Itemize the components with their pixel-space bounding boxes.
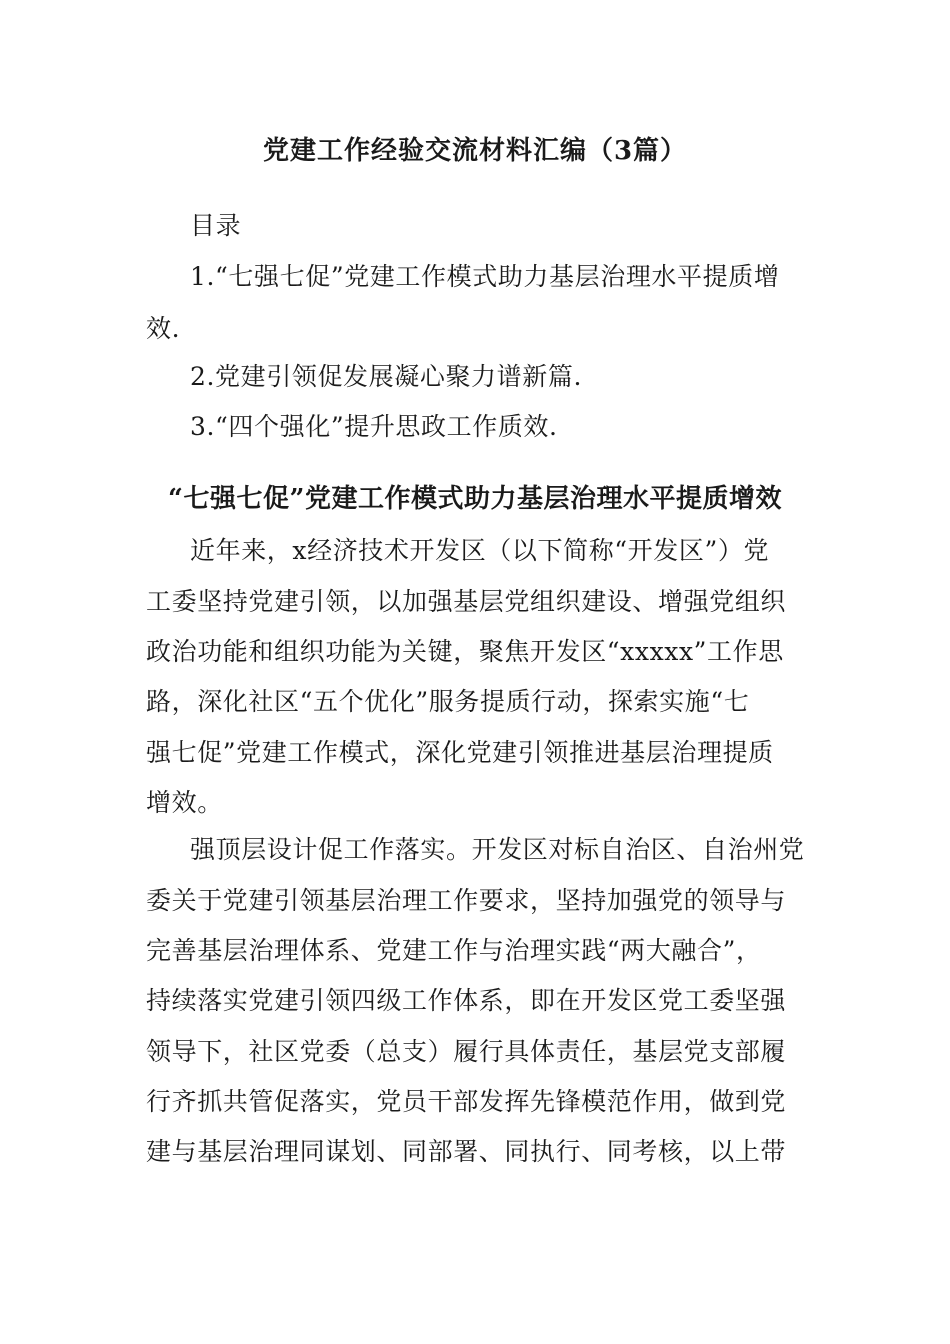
toc-heading: 目录 (190, 211, 242, 240)
paragraph-1-line: 政治功能和组织功能为关键，聚焦开发区“xxxxx”工作思 (146, 637, 784, 666)
toc-item-1-continued: 效. (146, 314, 181, 343)
paragraph-1-line: 路，深化社区“五个优化”服务提质行动，探索实施“七 (146, 687, 750, 716)
paragraph-1-line: 增效。 (146, 788, 223, 817)
paragraph-2-line: 行齐抓共管促落实，党员干部发挥先锋模范作用，做到党 (146, 1087, 787, 1116)
paragraph-2-line: 建与基层治理同谋划、同部署、同执行、同考核，以上带 (146, 1137, 787, 1166)
paragraph-1-line: 近年来，x经济技术开发区（以下简称“开发区”）党 (190, 536, 770, 565)
paragraph-1-line: 工委坚持党建引领，以加强基层党组织建设、增强党组织 (146, 587, 787, 616)
toc-item-3: 3.“四个强化”提升思政工作质效. (190, 412, 558, 441)
toc-item-2: 2.党建引领促发展凝心聚力谱新篇. (190, 362, 583, 391)
paragraph-2-line: 持续落实党建引领四级工作体系，即在开发区党工委坚强 (146, 986, 787, 1015)
toc-item-1: 1.“七强七促”党建工作模式助力基层治理水平提质增 (190, 262, 780, 291)
paragraph-2-line: 完善基层治理体系、党建工作与治理实践“两大融合”， (146, 936, 762, 965)
document-title: 党建工作经验交流材料汇编（3篇） (262, 136, 688, 166)
paragraph-1-line: 强七促”党建工作模式，深化党建引领推进基层治理提质 (146, 738, 774, 767)
paragraph-2-line: 委关于党建引领基层治理工作要求，坚持加强党的领导与 (146, 886, 787, 915)
paragraph-2-line: 领导下，社区党委（总支）履行具体责任，基层党支部履 (146, 1037, 787, 1066)
paragraph-2-line: 强顶层设计促工作落实。开发区对标自治区、自治州党 (190, 835, 805, 864)
section-heading: “七强七促”党建工作模式助力基层治理水平提质增效 (168, 484, 782, 514)
